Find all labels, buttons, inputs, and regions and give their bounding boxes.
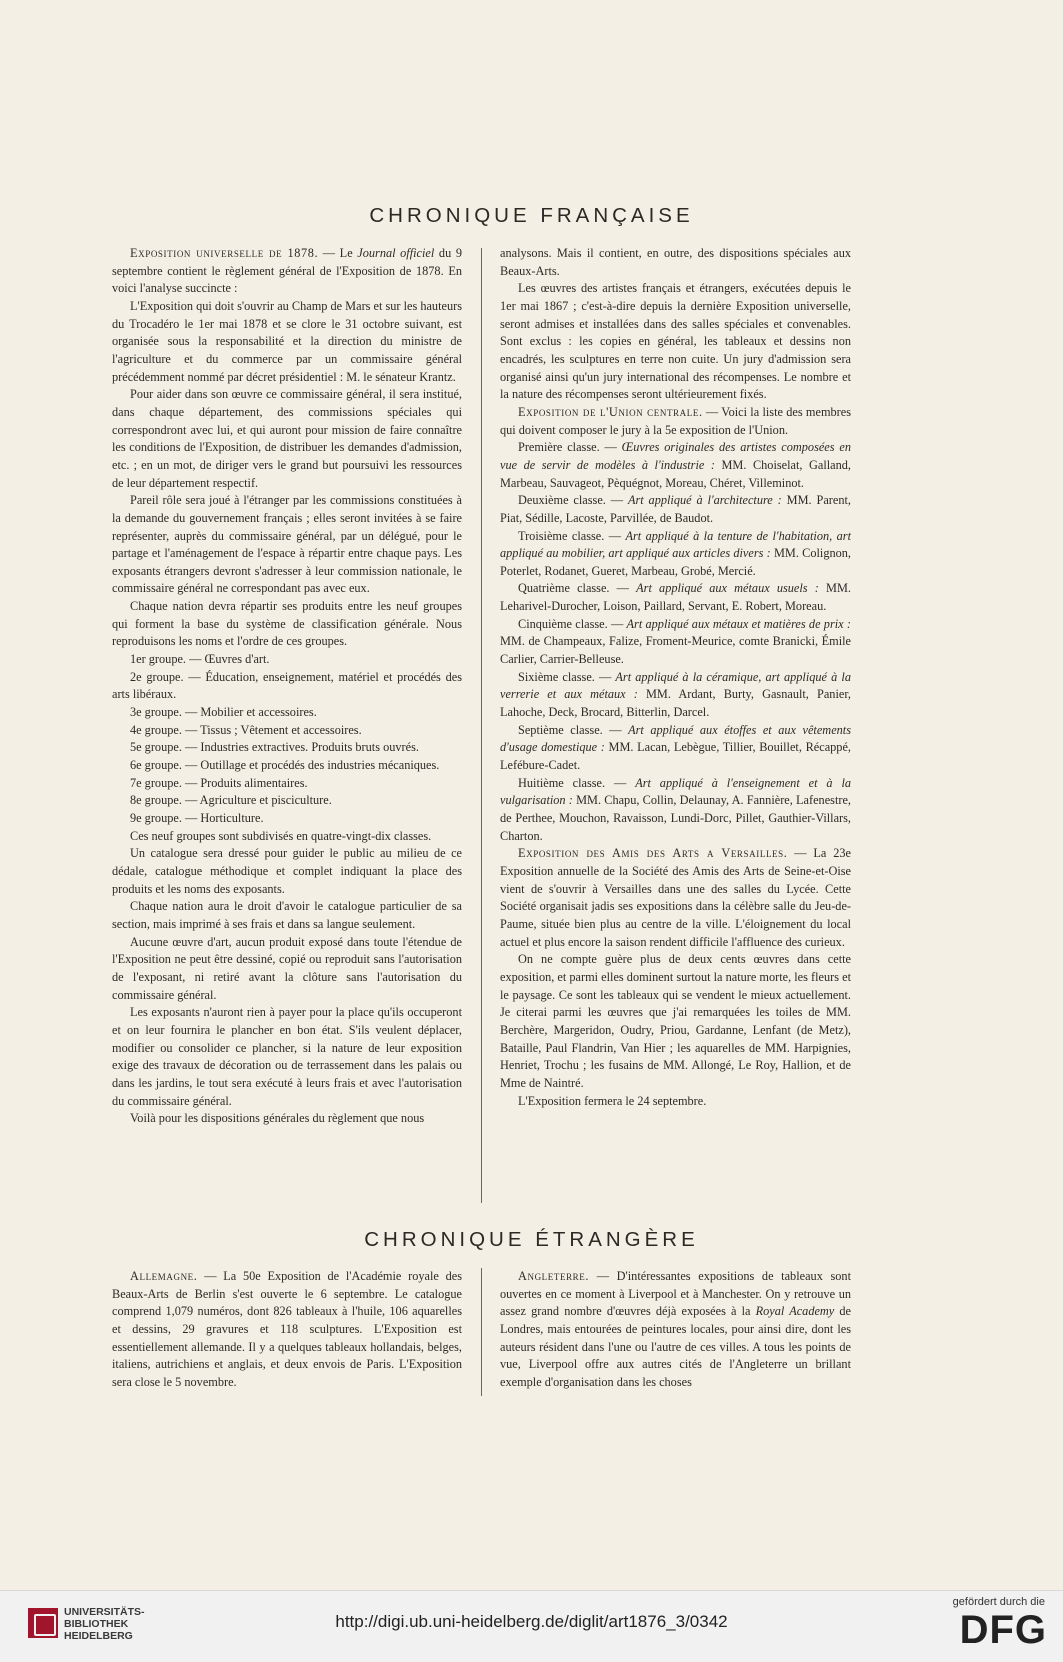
paragraph: Voilà pour les dispositions générales du règlement que nous [130,1111,425,1126]
etrangere-right-column [500,1268,851,1392]
rubric-heading: Allemagne. [130,1269,198,1283]
paragraph: Angleterre. — D'intéressantes expositions de tableaux sont ouvertes en ce moment à Liverpool et à Manchester. On y retrouve un assez grand nombre d'œuvres déjà exposées à la Royal Academy de Londres, mais entourées de peintures locales, pour ainsi dire, dont les auteurs résident dans l'une ou l'autre de ces villes. A tous les points de vue, Liverpool offre aux autres cités de l'Angleterre un brillant exemple d'organisation dans les choses [500,1269,851,1389]
column-divider [481,1268,482,1396]
group-item: 7e groupe. — Produits alimentaires. [130,775,308,790]
jury-class: Première classe. — Œuvres originales des artistes composées en vue de servir de modèles à l'industrie : MM. Choiselat, Galland, Marbeau, Sauvageot, Pèquégnot, Moreau, Chéret, Villeminot. [500,440,852,490]
paragraph: Aucune œuvre d'art, aucun produit exposé dans toute l'étendue de l'Exposition ne peut être dessiné, copié ou reproduit sans l'autorisation de l'exposant, ni retiré avant la clôture sans l'autorisation du commissaire général. [112,934,462,1002]
group-item: 5e groupe. — Industries extractives. Produits bruts ouvrés. [130,740,419,755]
sponsor-label: gefördert durch die [952,1596,1045,1608]
paragraph: Pour aider dans son œuvre ce commissaire général, il sera institué, dans chaque département, des commissions spéciales qui correspondront avec lui, et qui auront pour mission de faire connaître les conditions de l'Exposition, de distribuer les demandes d'admission, etc. ; en un mot, de diriger vers le grand but poursuivi les ressources de leur département respectif. [112,387,462,490]
permalink-url[interactable]: http://digi.ub.uni-heidelberg.de/diglit/art1876_3/0342 [335,1612,728,1631]
rubric-heading: Exposition universelle de 1878. [130,246,319,260]
paragraph: Un catalogue sera dressé pour guider le public au milieu de ce dédale, catalogue méthodique et complet indiquant la place des produits et les noms des exposants. [112,846,462,896]
group-item: 6e groupe. — Outillage et procédés des industries mécaniques. [130,758,440,773]
paragraph: L'Exposition qui doit s'ouvrir au Champ de Mars et sur les hauteurs du Trocadéro le 1er mai 1878 et se clore le 31 octobre suivant, est organisée sous la responsabilité et la direction du ministre de l'agriculture et du commerce par un commissaire général précédemment nommé par décret présidentiel : M. le sénateur Krantz. [112,298,462,384]
group-item: 3e groupe. — Mobilier et accessoires. [130,705,317,720]
paragraph: Ces neuf groupes sont subdivisés en quatre-vingt-dix classes. [130,828,432,843]
paragraph: L'Exposition fermera le 24 septembre. [518,1093,707,1108]
jury-class: Deuxième classe. — Art appliqué à l'architecture : MM. Parent, Piat, Sédille, Lacoste, Parvillée, de Baudot. [500,493,851,525]
rubric-heading: Exposition des Amis des Arts a Versailles. [518,846,788,861]
jury-class: Sixième classe. — Art appliqué à la céramique, art appliqué à la verrerie et aux métaux : MM. Ardant, Burty, Gasnault, Panier, Lahoche, Deck, Brocard, Bitterlin, Darcel. [500,669,851,720]
francaise-right-column [500,245,851,1110]
paragraph: Les œuvres des artistes français et étrangers, exécutées depuis le 1er mai 1867 ; c'est-à-dire depuis la dernière Exposition universelle, seront admises et installées dans des salles spéciales et convenables. Sont exclus : les copies en général, les tableaux et dessins non encadrés, les sculptures en terre non cuite. Un jury d'admission sera organisé ainsi qu'un jury international des récompenses. Le nombre et la nature des récompenses seront ultérieurement fixés. [500,281,851,402]
group-item: 2e groupe. — Éducation, enseignement, matériel et procédés des arts libéraux. [112,669,462,702]
paragraph: Les exposants n'auront rien à payer pour la place qu'ils occuperont et on leur fournira le plancher en bon état. S'ils veulent déplacer, modifier ou consolider ce plancher, si la nature de leur exposition exige des travaux de décoration ou de terrassement dans les palais ou dans les jardins, le tout sera exécuté à leurs frais et avec l'autorisation du commissaire général. [112,1005,462,1108]
group-item: 9e groupe. — Horticulture. [130,811,264,825]
paragraph: Pareil rôle sera joué à l'étranger par les commissions constituées à la demande du gouvernement français ; elles seront invitées à se faire représenter, auprès du commissaire général, par un délégué, pour le partage et l'aménagement de l'espace à répartir entre chaque pays. Les exposants étrangers devront s'adresser à leur commission nationale, le commissaire général ne correspondant pas avec eux. [112,493,462,596]
francaise-left-column [112,245,462,1128]
rubric-heading: Angleterre. [518,1269,590,1283]
group-item: 4e groupe. — Tissus ; Vêtement et accessoires. [130,722,362,737]
paragraph: Exposition universelle de 1878. — Le Journal officiel du 9 septembre contient le règlement général de l'Exposition de 1878. En voici l'analyse succincte : [112,246,462,296]
jury-class: Huitième classe. — Art appliqué à l'enseignement et à la vulgarisation : MM. Chapu, Collin, Delaunay, A. Fannière, Lafenestre, de Perthee, Mouchon, Ravaisson, Lundi-Dorc, Pillet, Gauthier-Villars, Charton. [500,775,852,843]
section-title-francaise: CHRONIQUE FRANÇAISE [369,204,694,227]
group-item: 8e groupe. — Agriculture et pisciculture. [130,793,332,808]
dfg-logo[interactable]: DFG [959,1608,1047,1652]
jury-class: Quatrième classe. — Art appliqué aux métaux usuels : MM. Leharivel-Durocher, Loison, Paillard, Servant, E. Robert, Moreau. [500,581,851,614]
library-name[interactable]: UNIVERSITÄTS- BIBLIOTHEK HEIDELBERG [64,1606,145,1642]
paragraph: On ne compte guère plus de deux cents œuvres dans cette exposition, et parmi elles dominent surtout la nature morte, les fleurs et le paysage. Ce sont les tableaux qui se vendent le mieux actuellement. Je citerai parmi les œuvres que j'ai remarquées les toiles de MM. Berchère, Margeridon, Oudry, Priou, Gardanne, Lenfant (de Metz), Bataille, Paul Flandrin, Van Hier ; les aquarelles de MM. Harpignies, Henriet, Trochu ; les fusains de MM. Allongé, Le Roy, Hallion, et de Mme de Naintré. [500,952,851,1090]
jury-class: Troisième classe. — Art appliqué à la tenture de l'habitation, art appliqué au mobilier, art appliqué aux articles divers : MM. Colignon, Poterlet, Rodanet, Gueret, Marbeau, Grobé, Mercié. [500,528,851,578]
paragraph: analysons. Mais il contient, en outre, des dispositions spéciales aux Beaux-Arts. [500,246,851,278]
paragraph: Exposition des Amis des Arts a Versailles. — La 23e Exposition annuelle de la Société des Amis des Arts de Seine-et-Oise vient de s'ouvrir à Versailles dans une des salles du Lycée. Cette Société organisait jadis ses expositions dans la célèbre salle du Jeu-de-Paume, située bien plus au centre de la ville. L'éloignement du local actuel et plus encore la saison rendent difficile l'affluence des curieux. [500,846,851,949]
column-divider [481,248,482,1203]
jury-class: Cinquième classe. — Art appliqué aux métaux et matières de prix : MM. de Champeaux, Falize, Froment-Meurice, comte Branicki, Émile Carlier, Carrier-Belleuse. [500,616,851,667]
etrangere-left-column [112,1268,462,1392]
paragraph: Chaque nation aura le droit d'avoir le catalogue particulier de sa section, mais imprimé à ses frais et dans sa langue seulement. [112,899,462,931]
section-title-etrangere: CHRONIQUE ÉTRANGÈRE [364,1228,699,1251]
group-item: 1er groupe. — Œuvres d'art. [130,652,270,667]
rubric-heading: Exposition de l'Union centrale. [518,404,703,419]
paragraph: Chaque nation devra répartir ses produits entre les neuf groupes qui forment la base du système de classification générale. Nous reproduisons les noms et l'ordre de ces groupes. [112,599,462,649]
jury-class: Septième classe. — Art appliqué aux étoffes et aux vêtements d'usage domestique : MM. Lacan, Lebègue, Tillier, Bouillet, Récappé, Lefébure-Cadet. [500,722,851,773]
paragraph: Allemagne. — La 50e Exposition de l'Académie royale des Beaux-Arts de Berlin s'est ouverte le 6 septembre. Le catalogue comprend 1,079 numéros, dont 826 tableaux à l'huile, 106 aquarelles et dessins, 29 gravures et 118 sculptures. L'Exposition est essentiellement allemande. Il y a quelques tableaux hollandais, belges, italiens, autrichiens et anglais, et deux envois de Paris. L'Exposition sera close le 5 novembre. [112,1269,462,1389]
paragraph: Exposition de l'Union centrale. — Voici la liste des membres qui doivent composer le jury à la 5e exposition de l'Union. [500,404,851,437]
